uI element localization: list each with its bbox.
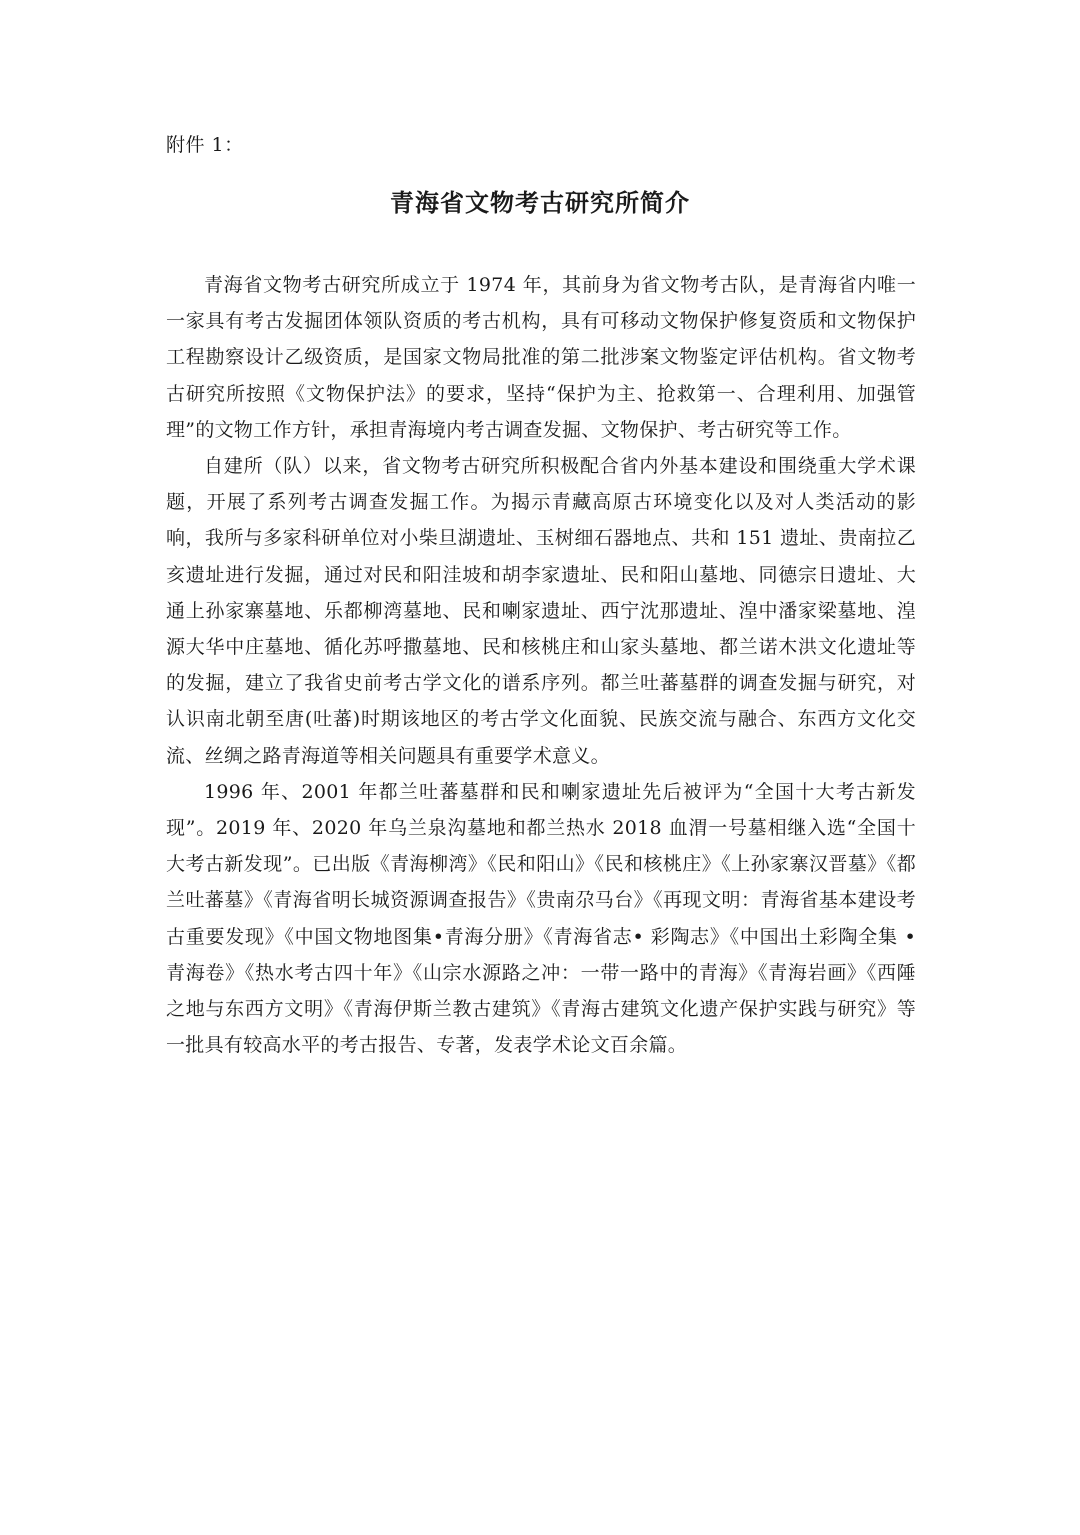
document-title: 青海省文物考古研究所简介 xyxy=(390,188,690,217)
attachment-label: 附件 1： xyxy=(166,134,244,156)
paragraph-excavation-history: 自建所（队）以来，省文物考古研究所积极配合省内外基本建设和围绕重大学术课题，开展了系列考古调查发掘工作。为揭示青藏高原古环境变化以及对人类活动的影响，我所与多家科研单位对小柴旦湖遗址、玉树细石器地点、共和 151 遗址、贵南拉乙亥遗址进行发掘，通过对民和阳洼坡和胡李家遗址、民和阳山墓地、同德宗日遗址、大通上孙家寨墓地、乐都柳湾墓地、民和喇家遗址、西宁沈那遗址、湟中潘家梁墓地、湟源大华中庄墓地、循化苏呼撒墓地、民和核桃庄和山家头墓地、都兰诺木洪文化遗址等的发掘，建立了我省史前考古学文化的谱系序列。都兰吐蕃墓群的调查发掘与研究，对认识南北朝至唐(吐蕃)时期该地区的考古学文化面貌、民族交流与融合、东西方文化交流、丝绸之路青海道等相关问题具有重要学术意义。 xyxy=(166,455,916,767)
paragraph-achievements-publications: 1996 年、2001 年都兰吐蕃墓群和民和喇家遗址先后被评为“全国十大考古新发现”。2019 年、2020 年乌兰泉沟墓地和都兰热水 2018 血渭一号墓相继入选“全国十大考古新发现”。已出版《青海柳湾》《民和阳山》《民和核桃庄》《上孙家寨汉晋墓》《都兰吐蕃墓》《青海省明长城资源调查报告》《贵南尕马台》《再现文明：青海省基本建设考古重要发现》《中国文物地图集•青海分册》《青海省志• 彩陶志》《中国出土彩陶全集 • 青海卷》《热水考古四十年》《山宗水源路之冲：一带一路中的青海》《青海岩画》《西陲之地与东西方文明》《青海伊斯兰教古建筑》《青海古建筑文化遗产保护实践与研究》等一批具有较高水平的考古报告、专著，发表学术论文百余篇。 xyxy=(166,780,916,1057)
paragraph-institute-overview: 青海省文物考古研究所成立于 1974 年，其前身为省文物考古队，是青海省内唯一一家具有考古发掘团体领队资质的考古机构，具有可移动文物保护修复资质和文物保护工程勘察设计乙级资质，是国家文物局批准的第二批涉案文物鉴定评估机构。省文物考古研究所按照《文物保护法》的要求，坚持“保护为主、抢救第一、合理利用、加强管理”的文物工作方针，承担青海境内考古调查发掘、文物保护、考古研究等工作。 xyxy=(166,274,916,441)
document-body xyxy=(166,267,916,1063)
